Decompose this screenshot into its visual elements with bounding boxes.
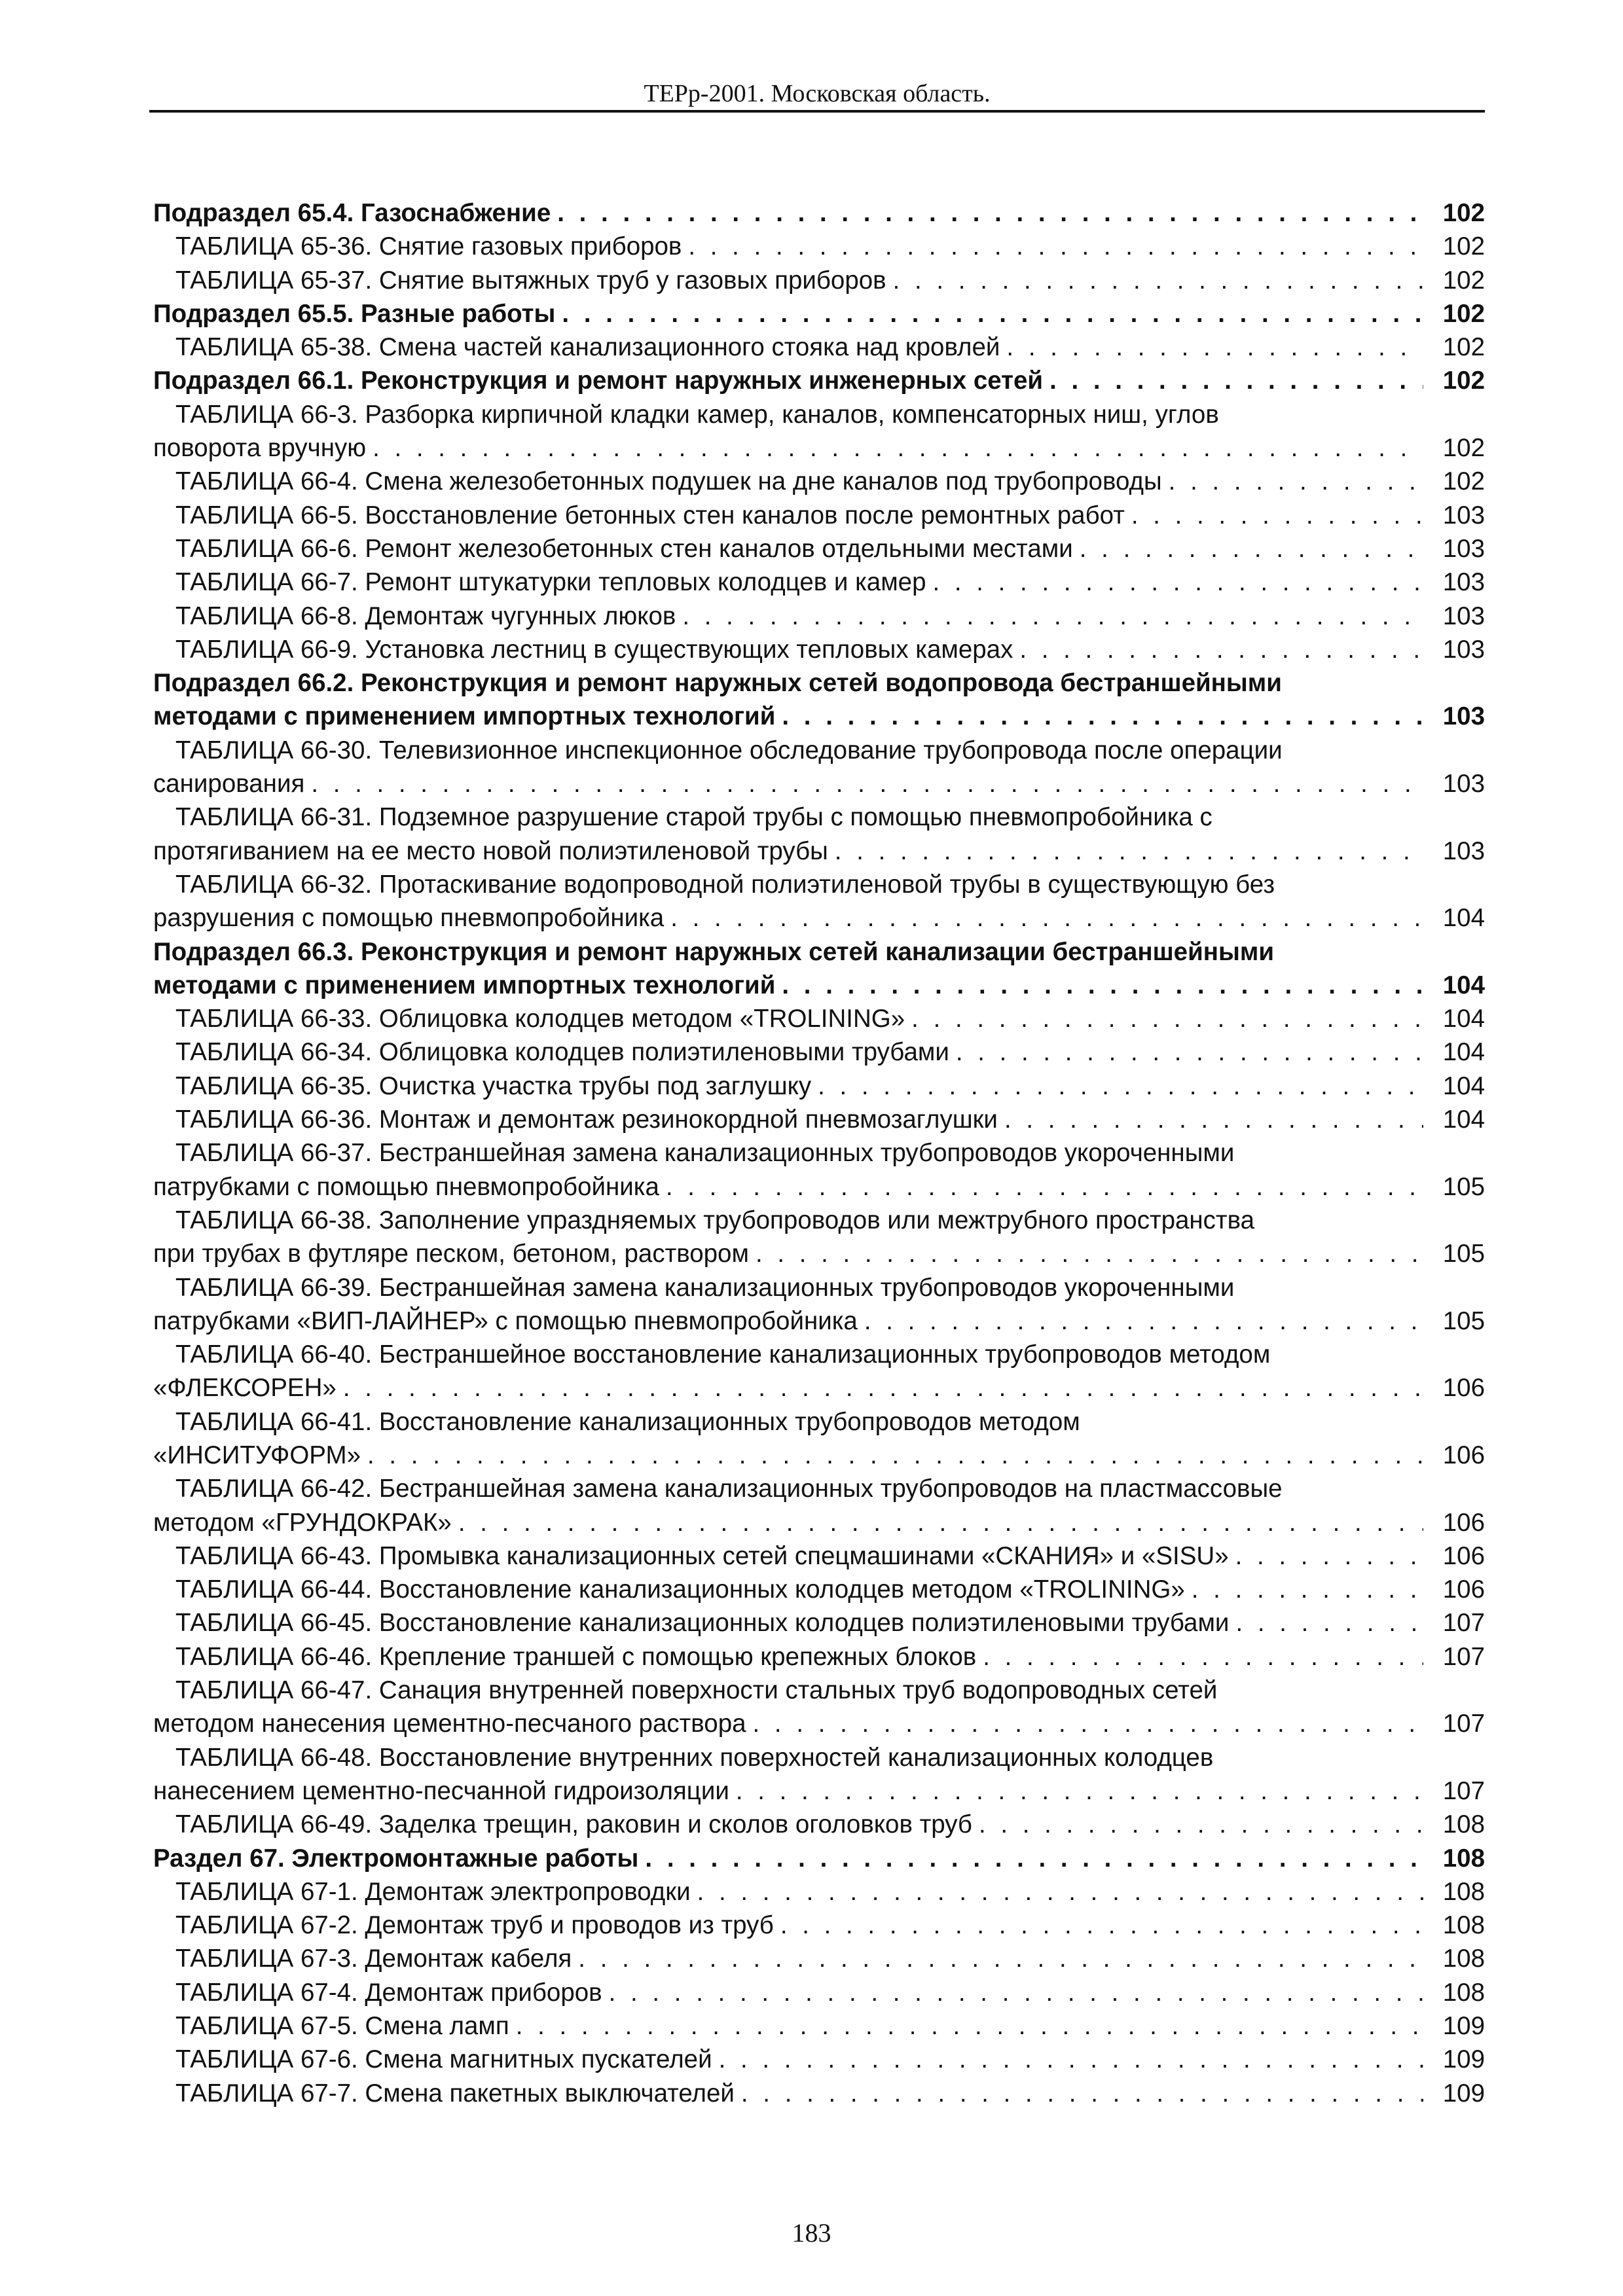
toc-table-entry[interactable]	[153, 1405, 1485, 1473]
toc-entry-title: ТАБЛИЦА 66-34. Облицовка колодцев полиэтиленовыми трубами	[175, 1038, 949, 1067]
toc-entry-title: ТАБЛИЦА 66-8. Демонтаж чугунных люков	[175, 601, 676, 630]
toc-page-number: 107	[1442, 1609, 1485, 1638]
toc-entry-title: ТАБЛИЦА 66-47. Санация внутренней поверхности стальных труб водопроводных сетей	[175, 1676, 1218, 1705]
toc-entry-title: ТАБЛИЦА 66-3. Разборка кирпичной кладки камер, каналов, компенсаторных ниш, углов	[175, 400, 1219, 429]
toc-table-entry[interactable]	[153, 1606, 1485, 1640]
toc-entry-title: «ИНСИТУФОРМ»	[153, 1441, 361, 1469]
toc-entry-title: поворота вручную	[153, 434, 367, 463]
dot-leader	[1235, 1606, 1423, 1640]
dot-leader	[557, 196, 1423, 230]
dot-leader	[1235, 1539, 1423, 1573]
toc-page-number: 106	[1442, 1374, 1485, 1403]
dot-leader	[782, 700, 1423, 733]
toc-page-number: 104	[1442, 1071, 1485, 1100]
toc-entry-title: Подраздел 65.4. Газоснабжение	[153, 199, 551, 227]
toc-entry-title: ТАБЛИЦА 66-35. Очистка участка трубы под заглушку	[175, 1071, 812, 1100]
toc-entry-title: Подраздел 65.5. Разные работы	[153, 299, 556, 328]
toc-entry-title: ТАБЛИЦА 66-39. Бестраншейная замена канализационных трубопроводов укороченными	[175, 1273, 1235, 1302]
toc-table-entry[interactable]	[153, 1103, 1485, 1136]
toc-entry-title: методами с применением импортных технологий	[153, 702, 776, 731]
toc-entry-title: ТАБЛИЦА 65-38. Смена частей канализационного стояка над кровлей	[175, 333, 1000, 362]
toc-entry-title: ТАБЛИЦА 66-46. Крепление траншей с помощью крепежных блоков	[175, 1642, 977, 1671]
toc-entry-title: «ФЛЕКСОРЕН»	[153, 1374, 337, 1403]
toc-section-entry[interactable]	[153, 666, 1485, 734]
toc-entry-title: ТАБЛИЦА 67-5. Смена ламп	[175, 2012, 509, 2041]
toc-page-number: 109	[1442, 2045, 1485, 2074]
dot-leader	[719, 2043, 1423, 2076]
dot-leader	[911, 1002, 1423, 1035]
toc-entry-title: ТАБЛИЦА 66-44. Восстановление канализационных колодцев методом «TROLINING»	[175, 1575, 1185, 1604]
toc-table-entry[interactable]	[153, 565, 1485, 599]
toc-section-entry[interactable]	[153, 935, 1485, 1003]
toc-entry-title: ТАБЛИЦА 67-3. Демонтаж кабеля	[175, 1945, 572, 1973]
toc-entry-title: ТАБЛИЦА 66-5. Восстановление бетонных стен каналов после ремонтных работ	[175, 501, 1125, 529]
dot-leader	[458, 1506, 1423, 1539]
toc-table-entry[interactable]	[153, 1136, 1485, 1204]
dot-leader	[373, 431, 1423, 465]
dot-leader	[741, 2077, 1423, 2110]
dot-leader	[780, 1909, 1423, 1942]
toc-page-number: 103	[1442, 568, 1485, 597]
toc-table-entry[interactable]	[153, 633, 1485, 666]
toc-section-entry[interactable]	[153, 1842, 1485, 1875]
dot-leader	[688, 230, 1423, 263]
toc-page-number: 108	[1442, 1945, 1485, 1973]
dot-leader	[1080, 532, 1423, 565]
toc-table-entry[interactable]	[153, 398, 1485, 465]
toc-table-entry[interactable]	[153, 1808, 1485, 1841]
toc-entry-title: ТАБЛИЦА 66-38. Заполнение упраздняемых трубопроводов или межтрубного пространства	[175, 1206, 1254, 1234]
dot-leader	[1169, 465, 1423, 498]
toc-entry-title: Подраздел 66.1. Реконструкция и ремонт наружных инженерных сетей	[153, 367, 1044, 395]
dot-leader	[864, 1304, 1423, 1338]
toc-page-number: 107	[1442, 1710, 1485, 1738]
toc-page-number: 107	[1442, 1776, 1485, 1805]
dot-leader	[697, 1875, 1423, 1909]
toc-entry-title: методом «ГРУНДОКРАК»	[153, 1508, 452, 1537]
toc-page-number: 106	[1442, 1541, 1485, 1570]
dot-leader	[1192, 1573, 1423, 1606]
dot-leader	[578, 1942, 1423, 1975]
toc-table-entry[interactable]	[153, 1674, 1485, 1741]
toc-entry-title: ТАБЛИЦА 66-41. Восстановление канализационных трубопроводов методом	[175, 1407, 1080, 1436]
toc-table-entry[interactable]	[153, 1875, 1485, 1909]
dot-leader	[1004, 1103, 1423, 1136]
toc-entry-title: ТАБЛИЦА 66-7. Ремонт штукатурки тепловых колодцев и камер	[175, 568, 926, 597]
dot-leader	[932, 565, 1423, 599]
toc-entry-title: патрубками «ВИП-ЛАЙНЕР» с помощью пневмопробойника	[153, 1306, 858, 1335]
page-number: 183	[792, 2218, 831, 2248]
toc-table-entry[interactable]	[153, 1573, 1485, 1606]
toc-table-entry[interactable]	[153, 1942, 1485, 1975]
toc-entry-title: протягиванием на ее место новой полиэтиленовой трубы	[153, 836, 828, 865]
toc-table-entry[interactable]	[153, 868, 1485, 935]
toc-entry-title: методом нанесения цементно-песчаного раствора	[153, 1710, 746, 1738]
toc-page-number: 106	[1442, 1508, 1485, 1537]
dot-leader	[562, 297, 1423, 331]
toc-page-number: 103	[1442, 501, 1485, 529]
toc-table-entry[interactable]	[153, 1640, 1485, 1674]
toc-page-number: 107	[1442, 1642, 1485, 1671]
toc-page-number: 104	[1442, 904, 1485, 933]
toc-entry-title: ТАБЛИЦА 65-36. Снятие газовых приборов	[175, 232, 682, 261]
toc-entry-title: ТАБЛИЦА 66-30. Телевизионное инспекционное обследование трубопровода после операции	[175, 736, 1283, 764]
toc-entry-title: ТАБЛИЦА 66-49. Заделка трещин, раковин и сколов оголовков труб	[175, 1810, 972, 1839]
toc-entry-title: ТАБЛИЦА 66-43. Промывка канализационных сетей спецмашинами «СКАНИЯ» и «SISU»	[175, 1541, 1229, 1570]
toc-entry-title: ТАБЛИЦА 66-33. Облицовка колодцев методом «TROLINING»	[175, 1005, 905, 1033]
toc-page-number: 102	[1442, 367, 1485, 395]
toc-page-number: 106	[1442, 1575, 1485, 1604]
toc-entry-title: ТАБЛИЦА 66-45. Восстановление канализационных колодцев полиэтиленовыми трубами	[175, 1609, 1230, 1638]
toc-entry-title: ТАБЛИЦА 66-4. Смена железобетонных подушек на дне каналов под трубопроводы	[175, 467, 1162, 496]
toc-table-entry[interactable]	[153, 1069, 1485, 1103]
toc-table-entry[interactable]	[153, 1035, 1485, 1069]
dot-leader	[736, 1774, 1423, 1808]
toc-entry-title: ТАБЛИЦА 66-36. Монтаж и демонтаж резинокордной пневмозаглушки	[175, 1105, 998, 1134]
toc-page-number: 109	[1442, 2012, 1485, 2041]
toc-entry-title: разрушения с помощью пневмопробойника	[153, 904, 665, 933]
toc-table-entry[interactable]	[153, 2077, 1485, 2110]
dot-leader	[835, 834, 1423, 868]
toc-table-entry[interactable]	[153, 734, 1485, 801]
toc-table-entry[interactable]	[153, 1976, 1485, 2009]
toc-entry-title: методами с применением импортных технологий	[153, 971, 776, 999]
toc-page-number: 104	[1442, 1105, 1485, 1134]
toc-page-number: 105	[1442, 1240, 1485, 1268]
toc-page-number: 102	[1442, 199, 1485, 227]
toc-table-entry[interactable]	[153, 1002, 1485, 1035]
toc-table-entry[interactable]	[153, 499, 1485, 532]
toc-table-entry[interactable]	[153, 532, 1485, 565]
dot-leader	[609, 1976, 1423, 2009]
toc-page-number: 104	[1442, 971, 1485, 999]
toc-entry-title: Подраздел 66.2. Реконструкция и ремонт наружных сетей водопровода бестраншейными	[153, 669, 1282, 698]
toc-table-entry[interactable]	[153, 1741, 1485, 1808]
toc-page-number: 108	[1442, 1844, 1485, 1873]
toc-entry-title: ТАБЛИЦА 66-9. Установка лестниц в существующих тепловых камерах	[175, 635, 1013, 664]
dot-leader	[983, 1640, 1423, 1674]
toc-page-number: 105	[1442, 1306, 1485, 1335]
toc-page-number: 108	[1442, 1877, 1485, 1906]
toc-page-number: 106	[1442, 1441, 1485, 1469]
dot-leader	[1131, 499, 1423, 532]
running-header: ТЕРр-2001. Московская область.	[149, 77, 1485, 113]
toc-table-entry[interactable]	[153, 800, 1485, 868]
dot-leader	[782, 969, 1423, 1002]
dot-leader	[670, 901, 1423, 935]
toc-page-number: 103	[1442, 635, 1485, 664]
toc-page-number: 102	[1442, 333, 1485, 362]
toc-table-entry[interactable]	[153, 465, 1485, 498]
toc-entry-title: ТАБЛИЦА 67-1. Демонтаж электропроводки	[175, 1877, 691, 1906]
toc-entry-title: ТАБЛИЦА 67-2. Демонтаж труб и проводов из труб	[175, 1911, 774, 1940]
toc-page-number: 103	[1442, 534, 1485, 563]
dot-leader	[666, 1170, 1423, 1204]
toc-page-number: 109	[1442, 2079, 1485, 2108]
dot-leader	[367, 1439, 1423, 1472]
toc-entry-title: Раздел 67. Электромонтажные работы	[153, 1844, 639, 1873]
toc-entry-title: при трубах в футляре песком, бетоном, раствором	[153, 1240, 749, 1268]
toc-entry-title: ТАБЛИЦА 67-6. Смена магнитных пускателей	[175, 2045, 712, 2074]
toc-table-entry[interactable]	[153, 1271, 1485, 1338]
toc-table-entry[interactable]	[153, 2043, 1485, 2076]
dot-leader	[682, 600, 1423, 633]
toc-entry-title: Подраздел 66.3. Реконструкция и ремонт наружных сетей канализации бестраншейными	[153, 937, 1275, 966]
toc-page-number: 102	[1442, 232, 1485, 261]
toc-table-entry[interactable]	[153, 1338, 1485, 1405]
dot-leader	[1006, 331, 1423, 364]
toc-entry-title: ТАБЛИЦА 66-40. Бестраншейное восстановление канализационных трубопроводов методом	[175, 1340, 1271, 1369]
toc-table-entry[interactable]	[153, 1204, 1485, 1271]
toc-entry-title: ТАБЛИЦА 67-7. Смена пакетных выключателей	[175, 2079, 735, 2108]
dot-leader	[893, 264, 1423, 297]
dot-leader	[818, 1069, 1423, 1103]
toc-entry-title: ТАБЛИЦА 66-32. Протаскивание водопроводной полиэтиленовой трубы в существующую без	[175, 870, 1275, 899]
dot-leader	[645, 1842, 1423, 1875]
dot-leader	[1019, 633, 1423, 666]
toc-page-number: 105	[1442, 1172, 1485, 1201]
toc-section-entry[interactable]	[153, 297, 1485, 331]
toc-table-entry[interactable]	[153, 1909, 1485, 1942]
toc-page-number: 108	[1442, 1978, 1485, 2007]
dot-leader	[756, 1237, 1423, 1270]
toc-entry-title: патрубками с помощью пневмопробойника	[153, 1172, 659, 1201]
dot-leader	[516, 2009, 1423, 2043]
toc-table-entry[interactable]	[153, 1472, 1485, 1539]
toc-page-number: 104	[1442, 1005, 1485, 1033]
toc-table-entry[interactable]	[153, 1539, 1485, 1573]
toc-entry-title: ТАБЛИЦА 66-31. Подземное разрушение старой трубы с помощью пневмопробойника с	[175, 803, 1213, 832]
toc-entry-title: нанесением цементно-песчанной гидроизоляции	[153, 1776, 729, 1805]
toc-section-entry[interactable]	[153, 196, 1485, 230]
toc-page-number: 108	[1442, 1810, 1485, 1839]
toc-table-entry[interactable]	[153, 600, 1485, 633]
toc-page-number: 104	[1442, 1038, 1485, 1067]
toc-page-number: 102	[1442, 299, 1485, 328]
toc-page-number: 103	[1442, 836, 1485, 865]
toc-entry-title: ТАБЛИЦА 65-37. Снятие вытяжных труб у газовых приборов	[175, 266, 886, 295]
toc-table-entry[interactable]	[153, 230, 1485, 263]
toc-page-number: 108	[1442, 1911, 1485, 1940]
dot-leader	[311, 767, 1423, 800]
toc-page-number: 103	[1442, 702, 1485, 731]
toc-entry-title: ТАБЛИЦА 66-6. Ремонт железобетонных стен каналов отдельными местами	[175, 534, 1073, 563]
dot-leader	[956, 1035, 1423, 1069]
toc-page-number: 102	[1442, 467, 1485, 496]
toc-table-entry[interactable]	[153, 331, 1485, 364]
dot-leader	[343, 1371, 1423, 1405]
toc-table-entry[interactable]	[153, 264, 1485, 297]
toc-page-number: 102	[1442, 266, 1485, 295]
dot-leader	[1049, 364, 1423, 397]
toc-page-number: 103	[1442, 770, 1485, 798]
toc-entry-title: ТАБЛИЦА 66-48. Восстановление внутренних поверхностей канализационных колодцев	[175, 1743, 1214, 1772]
table-of-contents	[153, 196, 1485, 2110]
toc-entry-title: ТАБЛИЦА 66-37. Бестраншейная замена канализационных трубопроводов укороченными	[175, 1139, 1235, 1168]
toc-entry-title: ТАБЛИЦА 67-4. Демонтаж приборов	[175, 1978, 602, 2007]
toc-section-entry[interactable]	[153, 364, 1485, 397]
toc-entry-title: санирования	[153, 770, 305, 798]
toc-entry-title: ТАБЛИЦА 66-42. Бестраншейная замена канализационных трубопроводов на пластмассовые	[175, 1475, 1283, 1503]
toc-page-number: 102	[1442, 434, 1485, 463]
toc-page-number: 103	[1442, 601, 1485, 630]
toc-table-entry[interactable]	[153, 2009, 1485, 2043]
dot-leader	[979, 1808, 1423, 1841]
dot-leader	[753, 1707, 1423, 1740]
